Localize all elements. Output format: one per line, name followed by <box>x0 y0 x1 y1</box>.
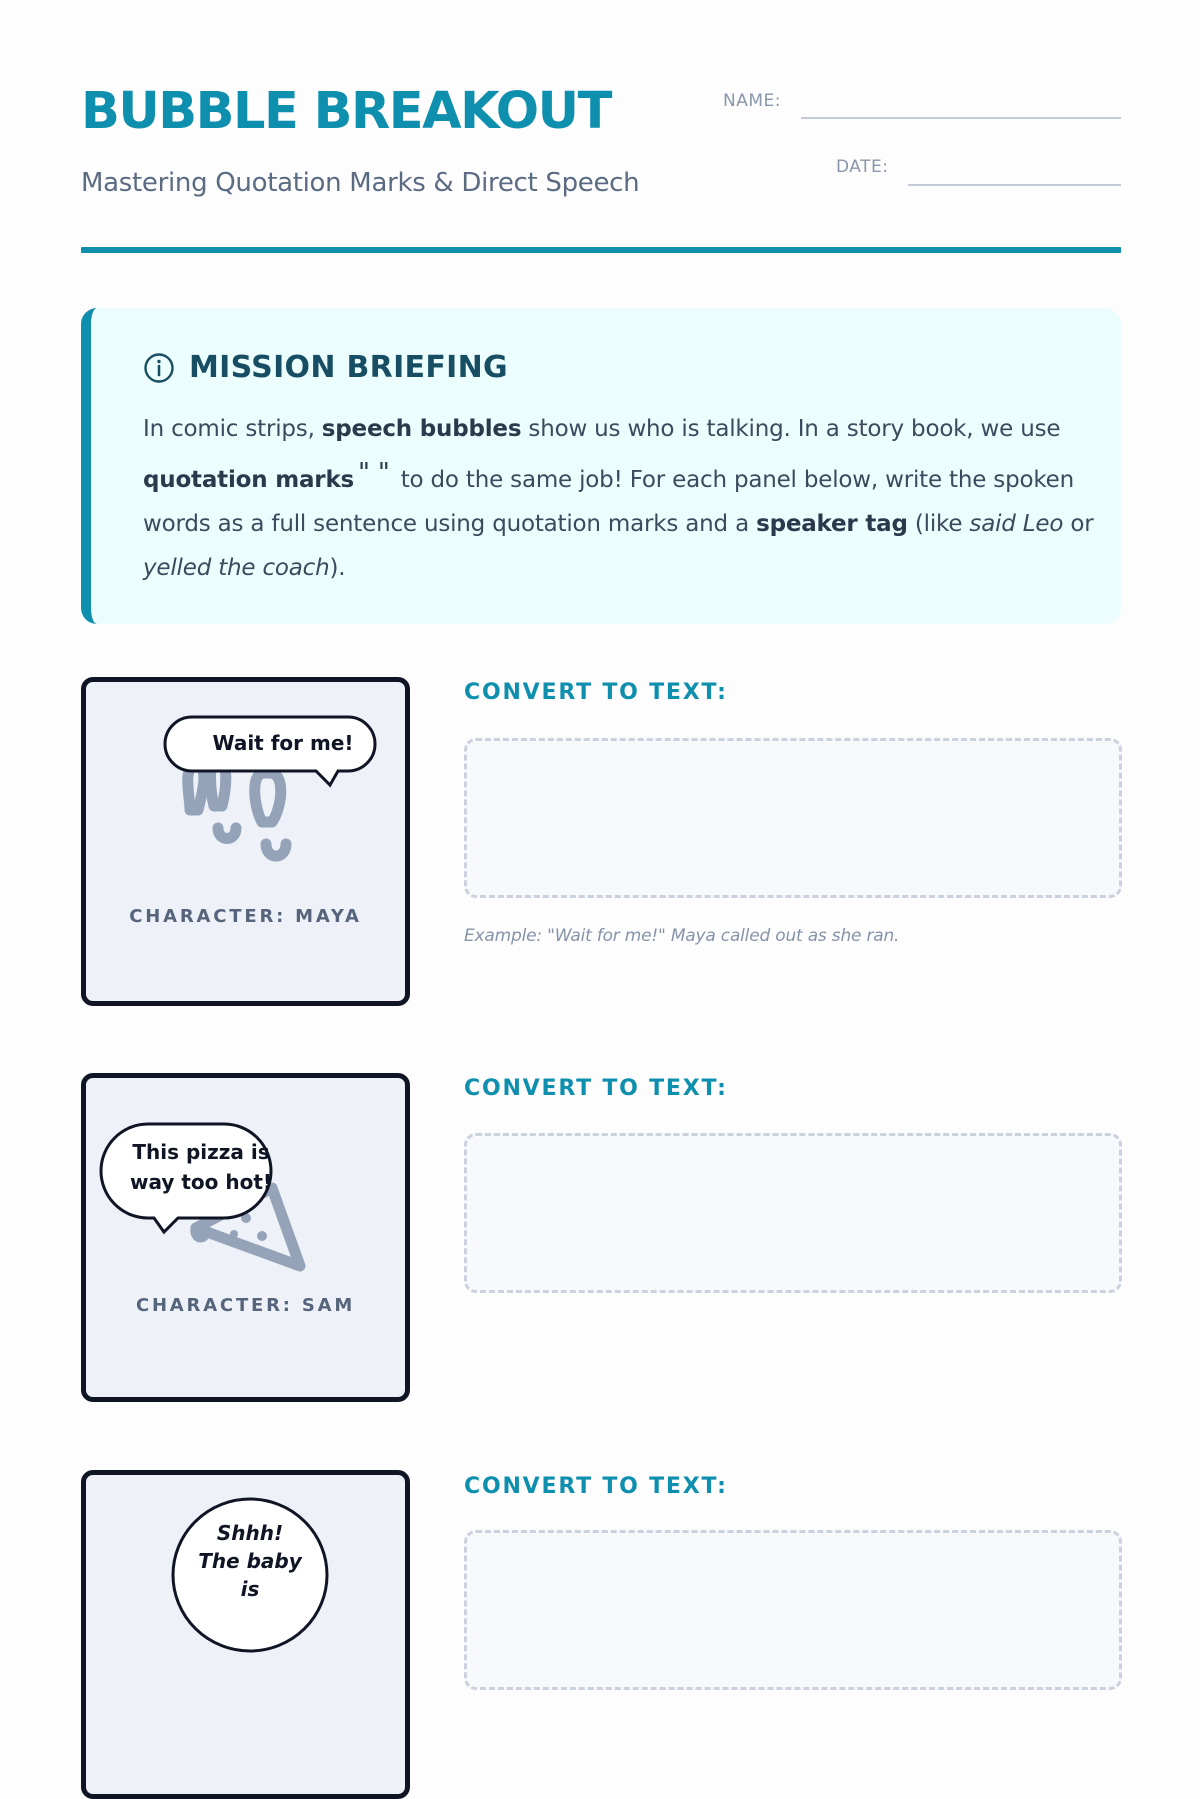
comic-panel-3 <box>81 1470 410 1799</box>
name-label: NAME: <box>723 91 781 111</box>
briefing-text-part: (like <box>907 511 970 537</box>
convert-label: CONVERT TO TEXT: <box>464 1474 728 1499</box>
answer-box-2[interactable] <box>464 1133 1122 1293</box>
info-icon <box>143 352 175 384</box>
worksheet-subtitle: Mastering Quotation Marks & Direct Speech <box>81 168 640 198</box>
bubble-text-line: way too hot! <box>129 1170 273 1194</box>
convert-label: CONVERT TO TEXT: <box>464 1076 728 1101</box>
quotation-marks-symbol: " " <box>358 458 390 488</box>
comic-panel-sam <box>81 1073 410 1402</box>
worksheet-title: BUBBLE BREAKOUT <box>81 82 611 141</box>
date-label: DATE: <box>836 157 889 177</box>
character-label: CHARACTER: SAM <box>135 1295 356 1316</box>
bubble-text-line: is <box>240 1577 260 1601</box>
briefing-text-part: ). <box>329 555 346 581</box>
convert-label: CONVERT TO TEXT: <box>464 680 728 705</box>
term-quotation-marks: quotation marks <box>143 467 355 493</box>
bubble-text-line: Shhh! <box>216 1521 284 1545</box>
briefing-text <box>143 407 1103 590</box>
name-field-line[interactable] <box>801 117 1121 119</box>
briefing-title: MISSION BRIEFING <box>189 350 508 385</box>
answer-box-3[interactable] <box>464 1530 1122 1690</box>
date-field-line[interactable] <box>908 184 1121 186</box>
bubble-text-line: Wait for me! <box>212 731 354 755</box>
mission-briefing-box <box>81 308 1121 624</box>
pizza-slice-icon <box>86 1078 410 1402</box>
answer-box-1[interactable] <box>464 738 1122 898</box>
briefing-text-part: or <box>1063 511 1094 537</box>
header-divider <box>81 247 1121 253</box>
term-speech-bubbles: speech bubbles <box>321 416 522 442</box>
bubble-text-line: This pizza is <box>132 1140 270 1164</box>
briefing-text-part: show us who is talking. In a story book, we use <box>521 416 1061 442</box>
example-said-leo: said Leo <box>969 511 1064 537</box>
example-yelled-the-coach: yelled the coach <box>143 555 330 581</box>
character-label: CHARACTER: MAYA <box>129 906 362 927</box>
briefing-text-part: to do the same job! For each panel below, write the spoken words as a full sentence using quotation marks and a <box>143 467 1074 537</box>
bubble-text-line: The baby <box>198 1549 302 1573</box>
term-speaker-tag: speaker tag <box>756 511 908 537</box>
example-sentence: Example: "Wait for me!" Maya called out as she ran. <box>464 926 900 946</box>
comic-panel-maya <box>81 677 410 1006</box>
briefing-text-part: In comic strips, <box>143 416 322 442</box>
